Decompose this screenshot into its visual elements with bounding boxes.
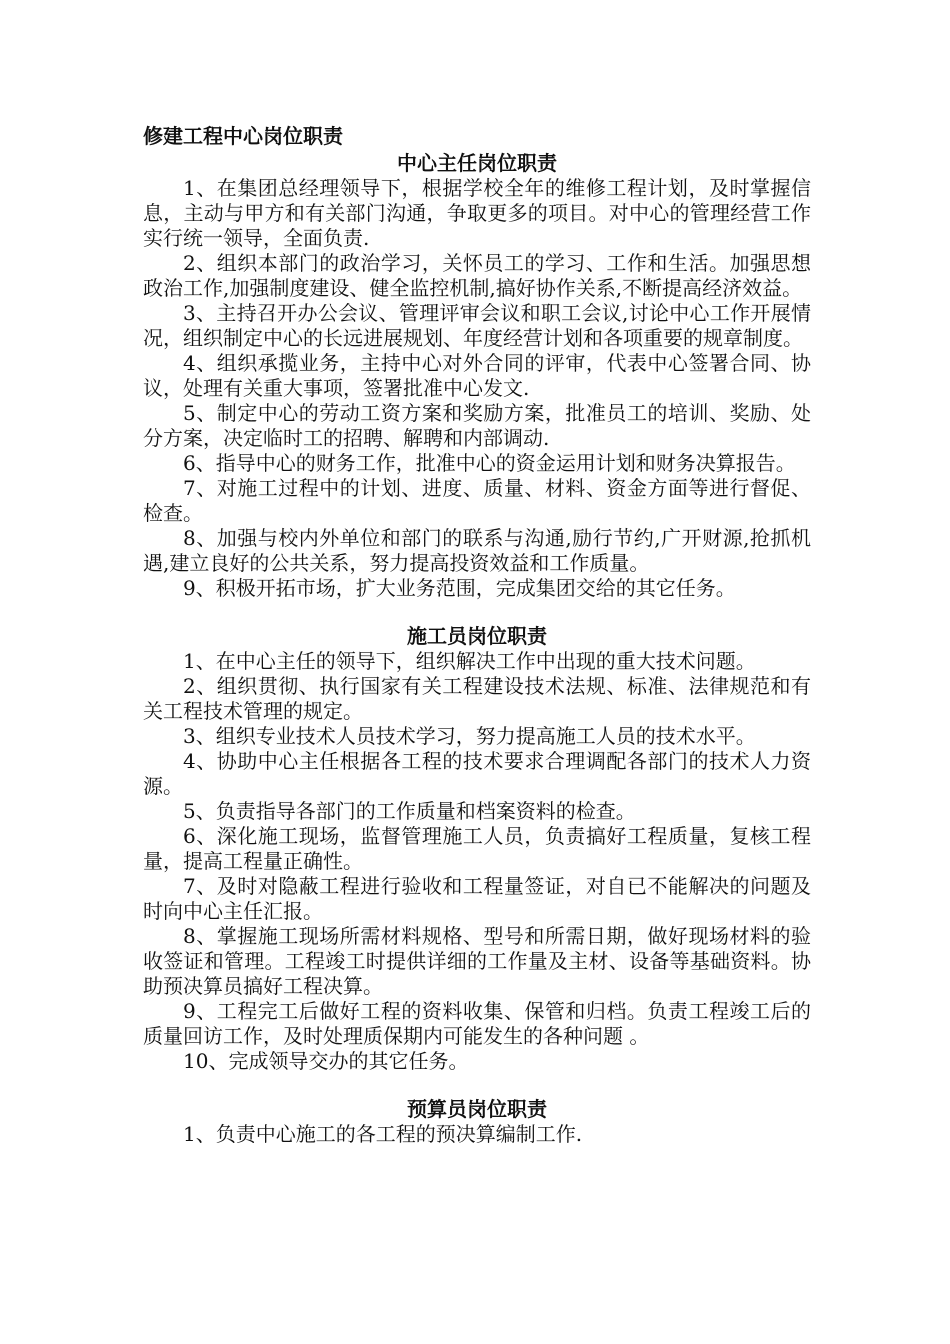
- section-construction-staff: [143, 623, 811, 1074]
- duty-item: 9、工程完工后做好工程的资料收集、保管和归档。负责工程竣工后的质量回访工作，及时处理质保期内可能发生的各种问题 。: [143, 999, 811, 1048]
- section-director: [143, 150, 811, 601]
- duty-item: 1、负责中心施工的各工程的预决算编制工作.: [183, 1122, 583, 1146]
- section-heading: 预算员岗位职责: [407, 1097, 547, 1121]
- duty-item: 4、组织承揽业务，主持中心对外合同的评审，代表中心签署合同、协议，处理有关重大事项，签署批准中心发文.: [143, 351, 811, 400]
- duty-item: 10、完成领导交办的其它任务。: [183, 1049, 469, 1073]
- section-heading: 中心主任岗位职责: [397, 151, 557, 175]
- duty-item: 8、加强与校内外单位和部门的联系与沟通,励行节约,广开财源,抢抓机遇,建立良好的公共关系，努力提高投资效益和工作质量。: [143, 526, 811, 575]
- section-heading: 施工员岗位职责: [407, 624, 547, 648]
- duty-item: 4、协助中心主任根据各工程的技术要求合理调配各部门的技术人力资源。: [143, 749, 811, 798]
- section-spacer: [143, 601, 811, 623]
- duty-item: 3、主持召开办公会议、管理评审会议和职工会议,讨论中心工作开展情况，组织制定中心的长远进展规划、年度经营计划和各项重要的规章制度。: [143, 301, 811, 350]
- duty-item: 6、指导中心的财务工作，批准中心的资金运用计划和财务决算报告。: [183, 451, 796, 475]
- duty-item: 1、在集团总经理领导下，根据学校全年的维修工程计划，及时掌握信息，主动与甲方和有关部门沟通，争取更多的项目。对中心的管理经营工作实行统一领导，全面负责.: [143, 176, 811, 250]
- duty-item: 2、组织贯彻、执行国家有关工程建设技术法规、标准、法律规范和有关工程技术管理的规定。: [143, 674, 811, 723]
- duty-item: 3、组织专业技术人员技术学习，努力提高施工人员的技术水平。: [183, 724, 756, 748]
- section-spacer: [143, 1074, 811, 1096]
- duty-item: 1、在中心主任的领导下，组织解决工作中出现的重大技术问题。: [183, 649, 756, 673]
- section-budget-staff: [143, 1096, 811, 1147]
- duty-item: 5、负责指导各部门的工作质量和档案资料的检查。: [183, 799, 636, 823]
- document-page: [143, 122, 811, 1147]
- duty-item: 6、深化施工现场，监督管理施工人员，负责搞好工程质量，复核工程量，提高工程量正确性。: [143, 824, 811, 873]
- duty-item: 7、对施工过程中的计划、进度、质量、材料、资金方面等进行督促、检查。: [143, 476, 811, 525]
- document-title: 修建工程中心岗位职责: [143, 124, 343, 148]
- duty-item: 9、积极开拓市场，扩大业务范围，完成集团交给的其它任务。: [183, 576, 736, 600]
- duty-item: 2、组织本部门的政治学习，关怀员工的学习、工作和生活。加强思想政治工作,加强制度建设、健全监控机制,搞好协作关系,不断提高经济效益。: [143, 251, 811, 300]
- duty-item: 7、及时对隐蔽工程进行验收和工程量签证，对自已不能解决的问题及时向中心主任汇报。: [143, 874, 811, 923]
- duty-item: 5、制定中心的劳动工资方案和奖励方案，批准员工的培训、奖励、处分方案，决定临时工的招聘、解聘和内部调动.: [143, 401, 811, 450]
- duty-item: 8、掌握施工现场所需材料规格、型号和所需日期，做好现场材料的验收签证和管理。工程竣工时提供详细的工作量及主材、设备等基础资料。协助预决算员搞好工程决算。: [143, 924, 811, 998]
